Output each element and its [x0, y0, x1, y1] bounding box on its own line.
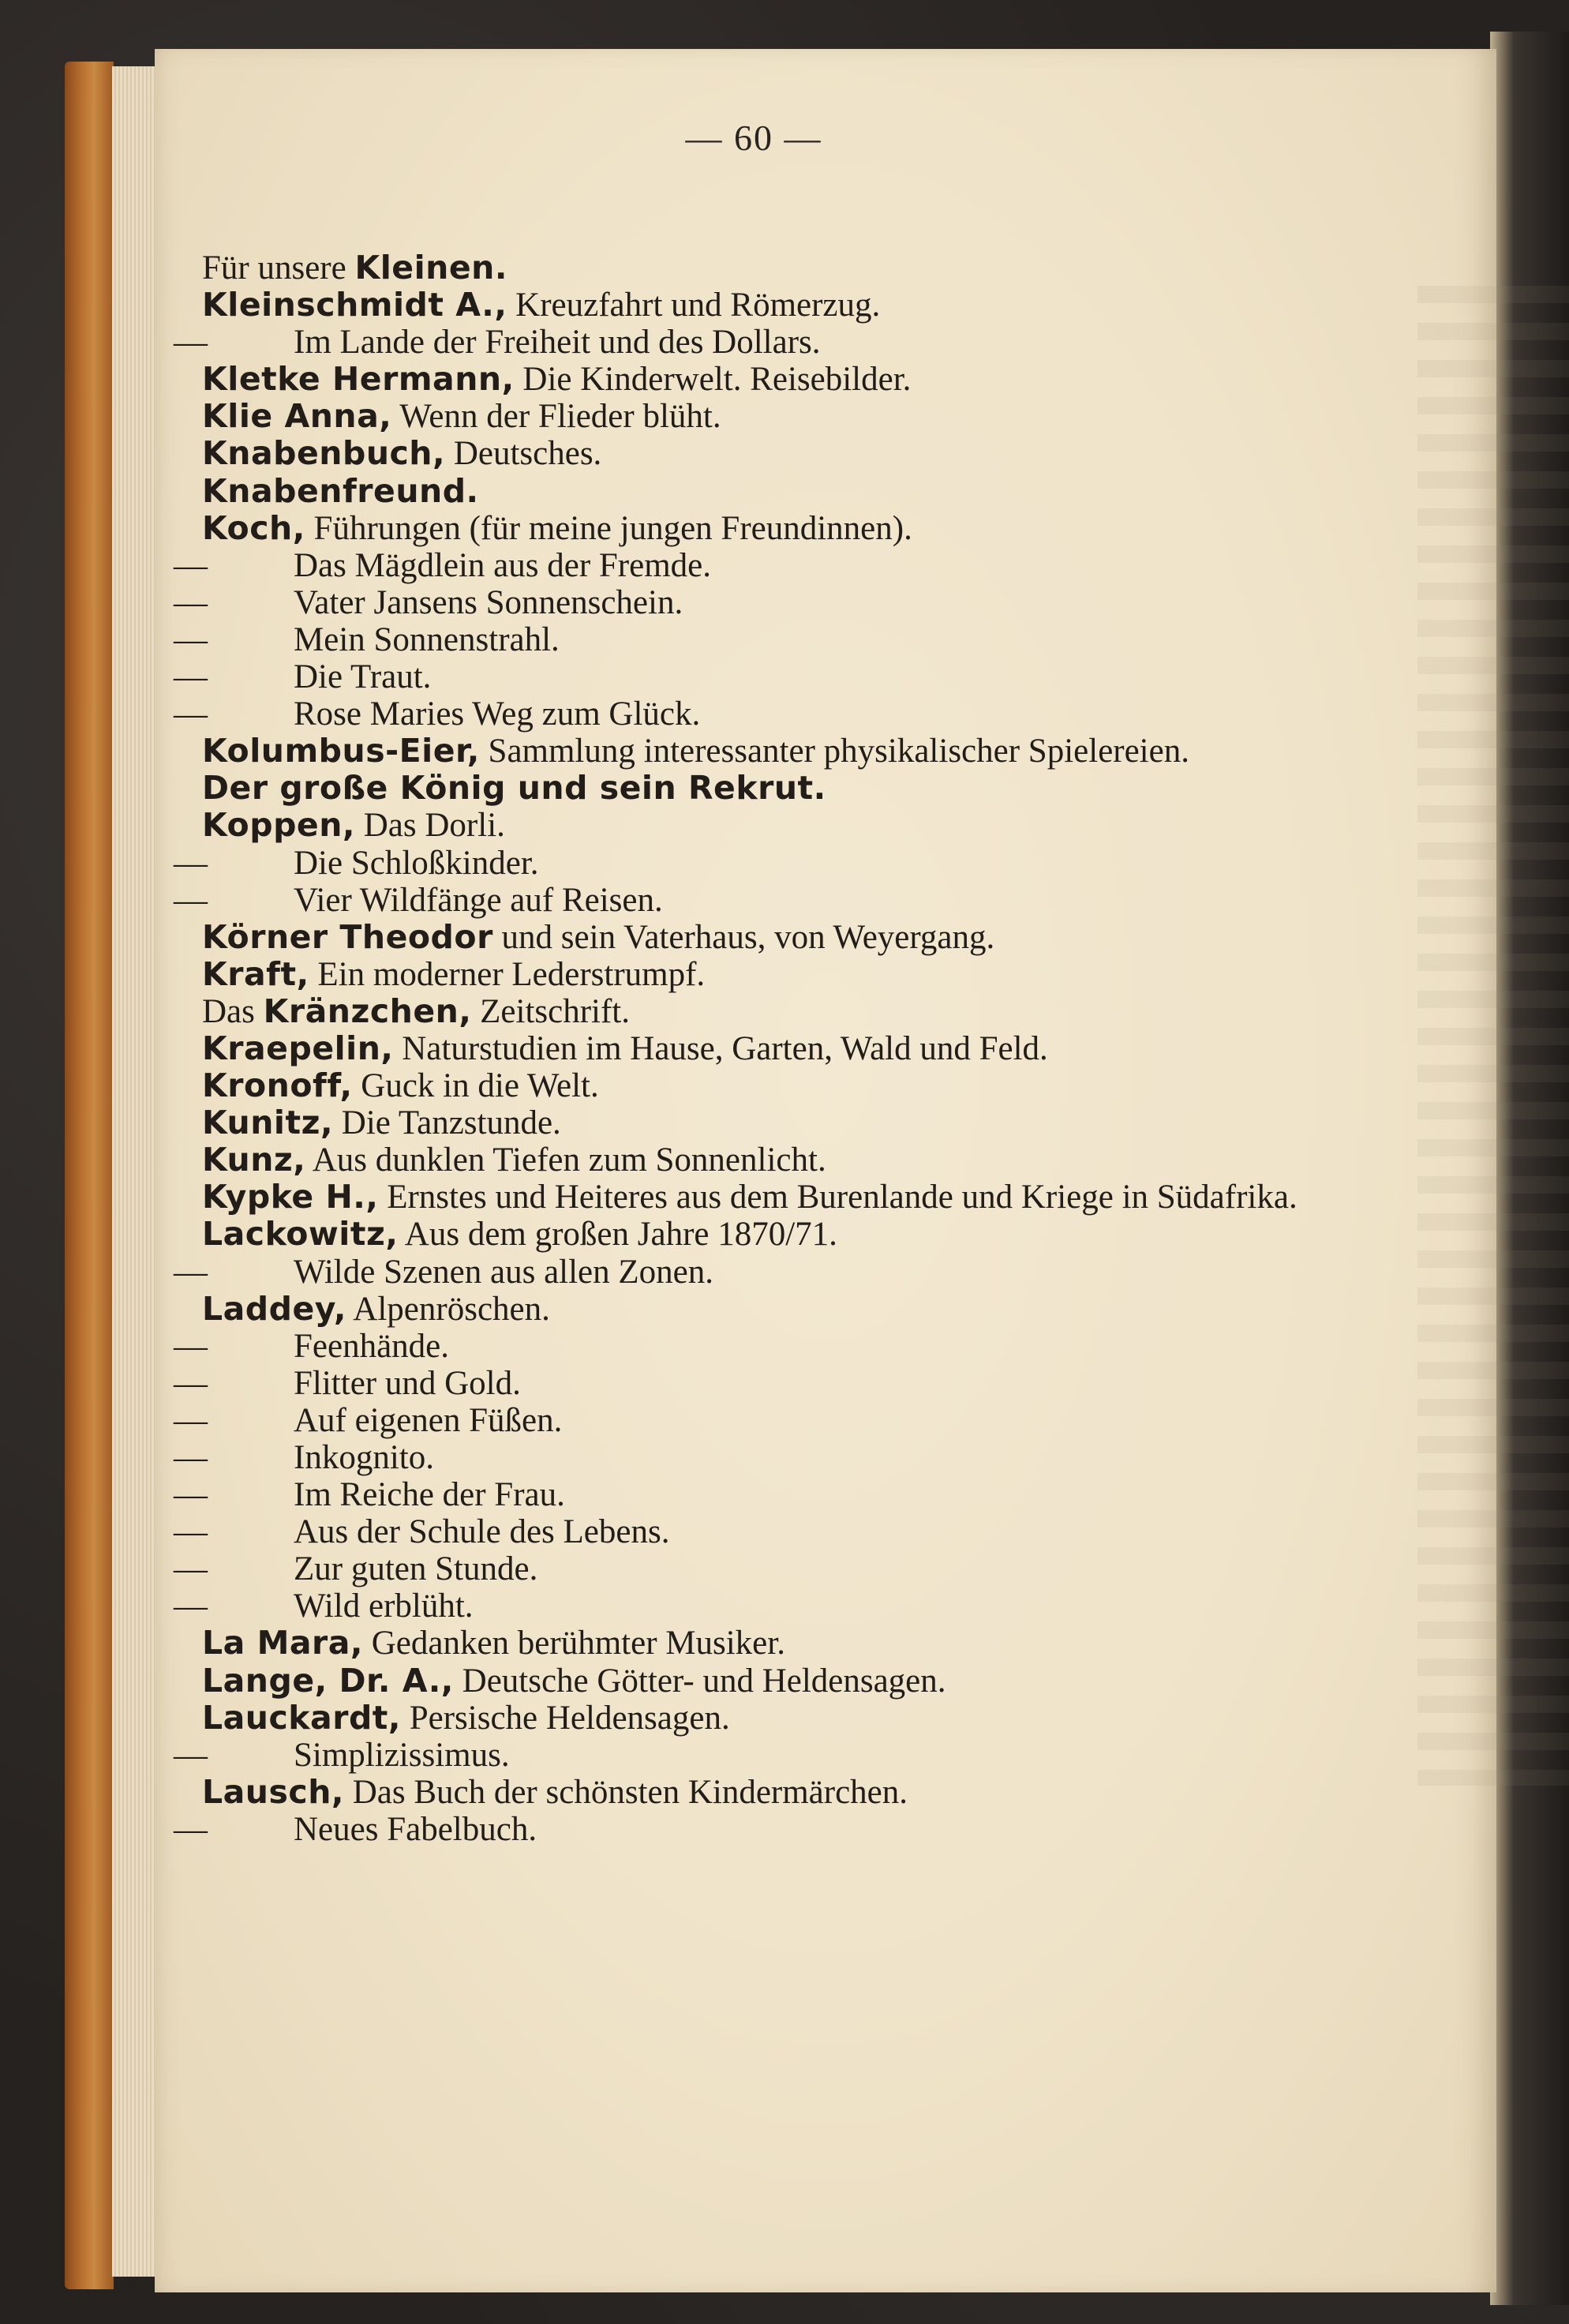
entry-author	[202, 1179, 1370, 1216]
entry-continuation	[174, 546, 1370, 584]
entry-author-name: Der große König und sein Rekrut.	[202, 769, 826, 808]
entry-author-name: Kypke H.,	[202, 1178, 379, 1216]
entry-title: Flitter und Gold.	[294, 1364, 521, 1402]
ditto-dash: —	[174, 1327, 208, 1365]
entry-author-name: Kronoff,	[202, 1066, 353, 1105]
entry-author	[202, 435, 1370, 472]
entry-title: Aus der Schule des Lebens.	[294, 1513, 670, 1551]
ditto-dash: —	[174, 1401, 208, 1439]
entry-author	[202, 1030, 1370, 1067]
entry-title: Ernstes und Heiteres aus dem Burenlande und Kriege in Südafrika.	[378, 1179, 1298, 1216]
entry-continuation	[174, 1253, 1370, 1291]
entry-continuation	[174, 1364, 1370, 1402]
entry-author-name: Kleinschmidt A.,	[202, 286, 507, 324]
entry-title: Gedanken berühmter Musiker.	[363, 1625, 785, 1662]
ditto-dash: —	[174, 620, 208, 658]
entry-author-name: Kunz,	[202, 1141, 306, 1179]
book-cover-edge	[65, 62, 114, 2289]
entry-author	[202, 398, 1370, 435]
entry-author	[202, 1774, 1370, 1811]
ditto-dash: —	[174, 324, 208, 362]
entry-title: Deutsches.	[445, 435, 602, 473]
entry-title: Im Reiche der Frau.	[294, 1476, 565, 1514]
entry-title: und sein Vaterhaus, von Weyergang.	[492, 918, 995, 956]
ditto-dash: —	[174, 1513, 208, 1551]
entry-author	[202, 1141, 1370, 1179]
page-stack-edge	[112, 66, 156, 2277]
entry-author-name: Klie Anna,	[202, 397, 392, 436]
entry-author-name: Kunitz,	[202, 1104, 334, 1142]
entry-author-name: Kolumbus-Eier,	[202, 732, 480, 770]
entry-title: Die Schloßkinder.	[294, 844, 539, 882]
entry-title: Die Traut.	[294, 658, 432, 696]
entry-author-name: Körner Theodor	[202, 917, 493, 956]
entry-author-name: Kraft,	[202, 954, 309, 993]
entry-title: Guck in die Welt.	[352, 1067, 599, 1105]
entry-author	[202, 1700, 1370, 1737]
entry-continuation	[174, 695, 1370, 733]
show-through	[1417, 286, 1569, 1786]
entry-author	[202, 993, 1370, 1030]
entry-title: Das Mägdlein aus der Fremde.	[294, 546, 711, 584]
entry-title: Die Tanzstunde.	[333, 1104, 561, 1142]
entry-title: Führungen (für meine jungen Freundinnen).	[305, 509, 912, 547]
entry-title: Feenhände.	[294, 1327, 450, 1365]
ditto-dash: —	[174, 1476, 208, 1514]
entry-continuation	[174, 881, 1370, 919]
entry-author	[202, 287, 1370, 324]
entry-author	[202, 807, 1370, 844]
entry-continuation	[174, 1736, 1370, 1774]
ditto-dash: —	[174, 695, 208, 733]
entry-continuation	[174, 1810, 1370, 1848]
entry-list	[174, 249, 1370, 1848]
entry-prefix: Das	[202, 992, 264, 1030]
entry-author	[202, 1216, 1370, 1253]
entry-author	[202, 1104, 1370, 1141]
entry-title: Naturstudien im Hause, Garten, Wald und Feld.	[393, 1029, 1048, 1067]
entry-continuation	[174, 844, 1370, 882]
entry-author-name: Kraepelin,	[202, 1029, 394, 1067]
entry-author-name: Koppen,	[202, 806, 355, 845]
entry-title: Rose Maries Weg zum Glück.	[294, 695, 701, 733]
entry-title: Kreuzfahrt und Römerzug.	[507, 287, 881, 324]
entry-title: Neues Fabelbuch.	[294, 1810, 537, 1848]
page-number	[0, 117, 1569, 159]
ditto-dash: —	[174, 1364, 208, 1402]
entry-author-name: Lausch,	[202, 1772, 344, 1811]
entry-prefix: Für unsere	[202, 249, 355, 287]
entry-continuation	[174, 583, 1370, 621]
entry-author	[202, 473, 1370, 510]
ditto-dash: —	[174, 844, 208, 882]
entry-title: Vier Wildfänge auf Reisen.	[294, 881, 663, 919]
entry-title: Auf eigenen Füßen.	[294, 1401, 563, 1439]
entry-continuation	[174, 1587, 1370, 1625]
ditto-dash: —	[174, 1439, 208, 1476]
entry-author-name: Lauckardt,	[202, 1698, 401, 1737]
entry-title: Inkognito.	[294, 1439, 434, 1476]
entry-author	[202, 249, 1370, 287]
entry-continuation	[174, 1439, 1370, 1476]
entry-title: Persische Heldensagen.	[400, 1699, 730, 1737]
entry-continuation	[174, 1401, 1370, 1439]
ditto-dash: —	[174, 658, 208, 696]
entry-title: Deutsche Götter- und Heldensagen.	[453, 1662, 946, 1700]
entry-author	[202, 510, 1370, 547]
ditto-dash: —	[174, 546, 208, 584]
entry-author-name: Knabenfreund.	[202, 471, 479, 510]
entry-author	[202, 956, 1370, 993]
entry-title: Simplizissimus.	[294, 1736, 510, 1774]
entry-title: Das Dorli.	[355, 807, 505, 845]
entry-title: Zur guten Stunde.	[294, 1550, 538, 1588]
entry-author-name: Knabenbuch,	[202, 434, 446, 473]
entry-title: Aus dem großen Jahre 1870/71.	[398, 1216, 837, 1254]
entry-title: Ein moderner Lederstrumpf.	[309, 955, 706, 993]
entry-continuation	[174, 620, 1370, 658]
entry-author	[202, 1625, 1370, 1662]
entry-title: Das Buch der schönsten Kindermärchen.	[343, 1773, 908, 1811]
entry-continuation	[174, 1476, 1370, 1514]
entry-title: Wenn der Flieder blüht.	[391, 398, 721, 436]
entry-author-name: Koch,	[202, 508, 305, 547]
page-number-text: — 60 —	[685, 118, 822, 158]
entry-author	[202, 1291, 1370, 1328]
entry-title: Mein Sonnenstrahl.	[294, 620, 560, 658]
entry-author	[202, 770, 1370, 807]
entry-title: Alpenröschen.	[346, 1290, 550, 1328]
entry-author	[202, 733, 1370, 770]
entry-title: Sammlung interessanter physikalischer Spielereien.	[479, 733, 1189, 770]
ditto-dash: —	[174, 583, 208, 621]
entry-title: Wilde Szenen aus allen Zonen.	[294, 1253, 713, 1291]
entry-author	[202, 361, 1370, 398]
entry-title: Die Kinderwelt. Reisebilder.	[514, 361, 912, 399]
entry-author-name: La Mara,	[202, 1624, 363, 1662]
entry-author	[202, 1067, 1370, 1104]
ditto-dash: —	[174, 1736, 208, 1774]
entry-continuation	[174, 658, 1370, 696]
ditto-dash: —	[174, 881, 208, 919]
entry-author-name: Kletke Hermann,	[202, 360, 515, 399]
ditto-dash: —	[174, 1810, 208, 1848]
entry-title: Aus dunklen Tiefen zum Sonnenlicht.	[305, 1141, 826, 1179]
entry-continuation	[174, 1550, 1370, 1588]
entry-title: Im Lande der Freiheit und des Dollars.	[294, 324, 821, 362]
entry-title: Zeitschrift.	[471, 992, 631, 1030]
ditto-dash: —	[174, 1550, 208, 1588]
entry-author-name: Kränzchen,	[263, 991, 472, 1030]
entry-title: Wild erblüht.	[294, 1587, 474, 1625]
entry-continuation	[174, 324, 1370, 362]
ditto-dash: —	[174, 1253, 208, 1291]
entry-continuation	[174, 1513, 1370, 1551]
entry-continuation	[174, 1327, 1370, 1365]
entry-author-name: Kleinen.	[354, 249, 507, 287]
entry-author-name: Lange, Dr. A.,	[202, 1661, 454, 1700]
entry-title: Vater Jansens Sonnenschein.	[294, 583, 683, 621]
entry-author-name: Laddey,	[202, 1289, 346, 1328]
entry-author-name: Lackowitz,	[202, 1215, 399, 1254]
entry-author	[202, 919, 1370, 956]
entry-author	[202, 1662, 1370, 1700]
ditto-dash: —	[174, 1587, 208, 1625]
